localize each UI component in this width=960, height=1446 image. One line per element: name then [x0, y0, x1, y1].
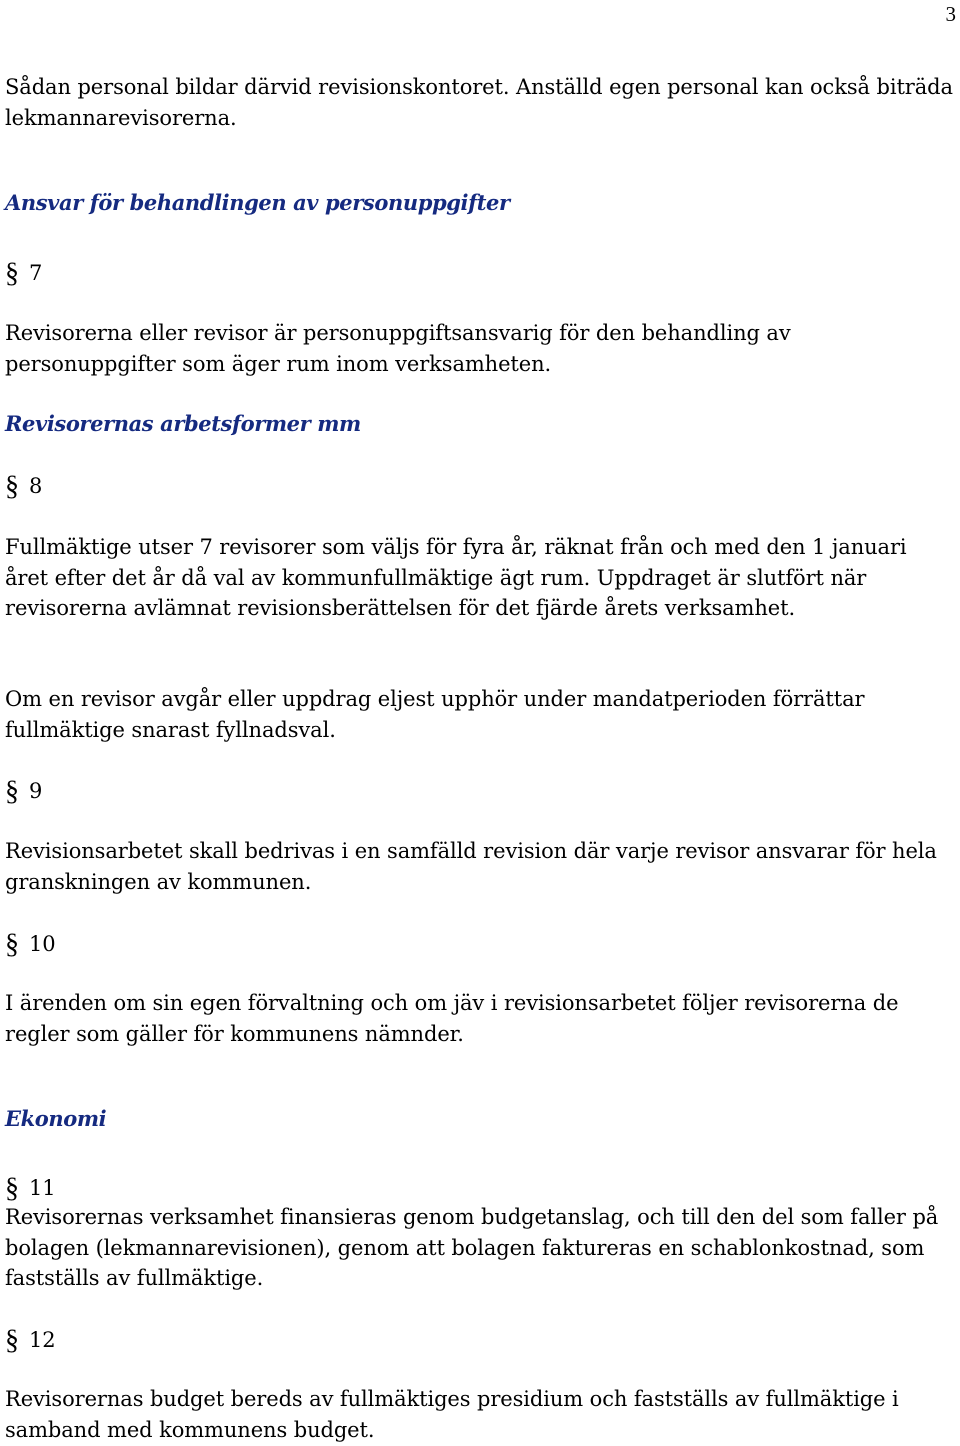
section-sign-icon: § — [5, 1173, 19, 1204]
section-8-header — [5, 470, 956, 502]
section-sign-icon: § — [5, 471, 19, 502]
section-number: 8 — [29, 474, 43, 498]
section-sign-icon: § — [5, 929, 19, 960]
section-7-header — [5, 257, 956, 289]
section-number: 7 — [29, 261, 43, 285]
section-number: 9 — [29, 779, 43, 803]
section-sign-icon: § — [5, 258, 19, 289]
paragraph-section-8a: Fullmäktige utser 7 revisorer som väljs för fyra år, räknat från och med den 1 januari året efter det år då val av kommunfullmäktige ägt rum. Uppdraget är slutfört när revisorerna avlämnat revisionsberättelsen för det fjärde årets verksamhet. — [5, 535, 907, 620]
heading-ansvar: Ansvar för behandlingen av personuppgifter — [5, 190, 510, 215]
paragraph-section-11: Revisorernas verksamhet finansieras genom budgetanslag, och till den del som faller på bolagen (lekmannarevisionen), genom att bolagen faktureras en schablonkostnad, som fastställs av fullmäktige. — [5, 1205, 939, 1290]
page-number: 3 — [945, 2, 956, 26]
paragraph-section-10: I ärenden om sin egen förvaltning och om jäv i revisionsarbetet följer revisorerna de regler som gäller för kommunens nämnder. — [5, 991, 899, 1046]
paragraph-section-8b: Om en revisor avgår eller uppdrag eljest upphör under mandatperioden förrättar fullmäktige snarast fyllnadsval. — [5, 687, 865, 742]
paragraph-section-9: Revisionsarbetet skall bedrivas i en samfälld revision där varje revisor ansvarar för hela granskningen av kommunen. — [5, 839, 937, 894]
section-sign-icon: § — [5, 776, 19, 807]
section-10-header — [5, 928, 956, 960]
section-number: 10 — [29, 932, 56, 956]
paragraph-intro: Sådan personal bildar därvid revisionskontoret. Anställd egen personal kan också biträda lekmannarevisorerna. — [5, 75, 953, 130]
section-9-header — [5, 775, 956, 807]
heading-ekonomi: Ekonomi — [5, 1106, 107, 1131]
heading-arbetsformer: Revisorernas arbetsformer mm — [5, 411, 361, 436]
section-number: 11 — [29, 1176, 56, 1200]
paragraph-section-12: Revisorernas budget bereds av fullmäktiges presidium och fastställs av fullmäktige i samband med kommunens budget. — [5, 1387, 899, 1442]
section-sign-icon: § — [5, 1325, 19, 1356]
section-number: 12 — [29, 1328, 56, 1352]
section-12-header — [5, 1324, 956, 1356]
section-11-header — [5, 1172, 956, 1204]
paragraph-section-7: Revisorerna eller revisor är personuppgiftsansvarig för den behandling av personuppgifter som äger rum inom verksamheten. — [5, 321, 791, 376]
